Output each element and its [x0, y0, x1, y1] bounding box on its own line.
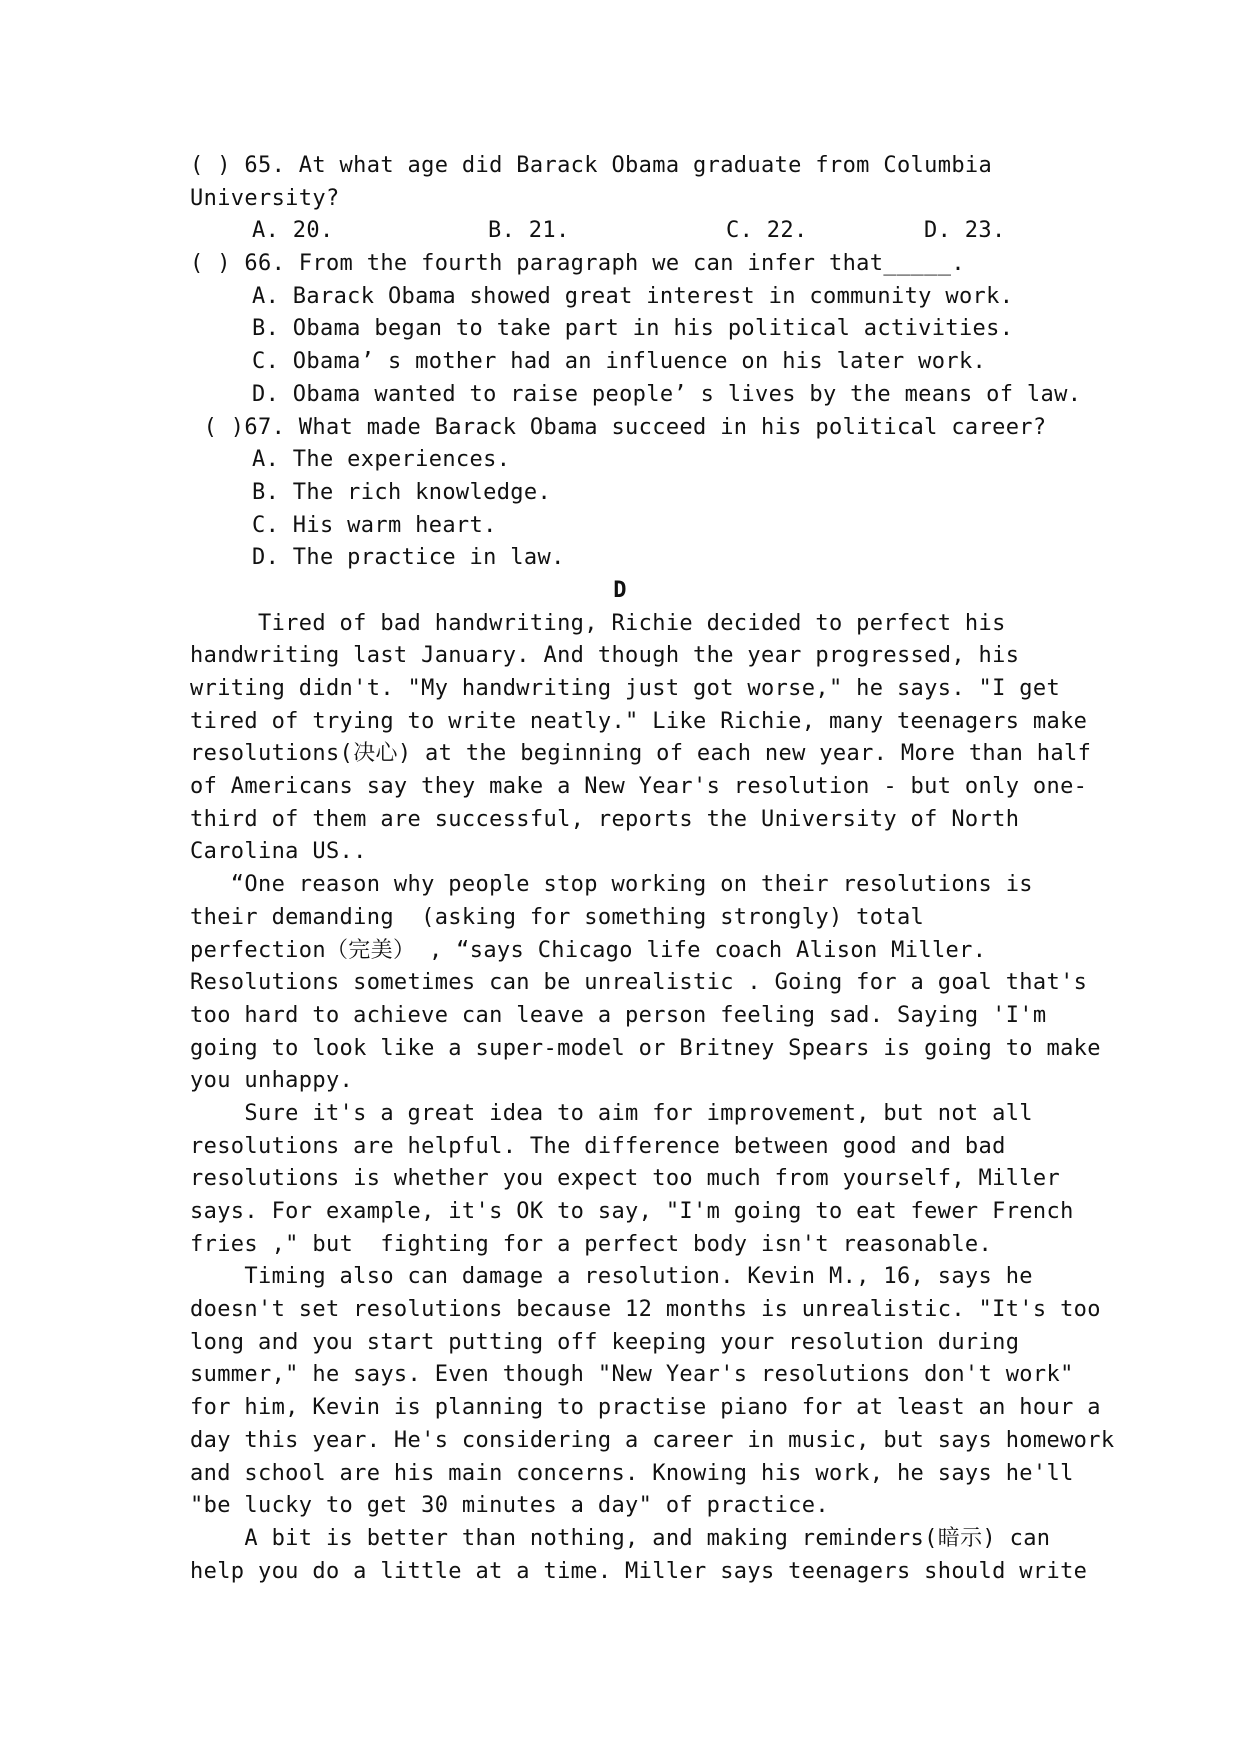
passage-line: you unhappy.	[190, 1068, 354, 1094]
option-d: D. The practice in law.	[252, 545, 565, 571]
passage-line: Sure it's a great idea to aim for improvement, but not all	[190, 1100, 1033, 1126]
passage-line: tired of trying to write neatly." Like Richie, many teenagers make	[190, 708, 1088, 734]
option-a: A. The experiences.	[252, 447, 511, 473]
passage-line: their demanding (asking for something strongly) total	[190, 904, 925, 930]
passage-line: resolutions are helpful. The difference between good and bad	[190, 1133, 1006, 1159]
passage-line: Timing also can damage a resolution. Kevin M., 16, says he	[190, 1264, 1033, 1290]
question-65-continued: University?	[190, 185, 340, 211]
option-b: B. The rich knowledge.	[252, 479, 552, 505]
passage-line: Tired of bad handwriting, Richie decided to perfect his	[190, 610, 1006, 636]
question-66: ( ) 66. From the fourth paragraph we can infer that_____.	[190, 251, 965, 277]
document-page	[190, 150, 1115, 1588]
option-b: B. Obama began to take part in his political activities.	[252, 316, 1014, 342]
passage-line: Carolina US..	[190, 839, 367, 865]
passage-line: says. For example, it's OK to say, "I'm going to eat fewer French	[190, 1199, 1074, 1224]
passage-line: long and you start putting off keeping your resolution during	[190, 1329, 1020, 1355]
option-c: C. Obama’ s mother had an influence on his later work.	[252, 349, 987, 375]
passage-line: day this year. He's considering a career in music, but says homework	[190, 1427, 1115, 1453]
option-d: D. 23.	[924, 218, 1006, 244]
passage-line: “One reason why people stop working on their resolutions is	[190, 872, 1033, 898]
passage-line: resolutions(决心) at the beginning of each new year. More than half	[190, 741, 1092, 767]
question-65-options	[190, 215, 1070, 248]
passage-line: and school are his main concerns. Knowing his work, he says he'll	[190, 1460, 1074, 1486]
passage-line: too hard to achieve can leave a person feeling sad. Saying 'I'm	[190, 1002, 1047, 1028]
question-65: ( ) 65. At what age did Barack Obama graduate from Columbia	[190, 153, 993, 178]
passage-line: fries ," but fighting for a perfect body isn't reasonable.	[190, 1231, 993, 1257]
passage-line: going to look like a super-model or Britney Spears is going to make	[190, 1035, 1101, 1061]
passage-line: writing didn't. "My handwriting just got worse," he says. "I get	[190, 676, 1061, 701]
passage-line: Resolutions sometimes can be unrealistic . Going for a goal that's	[190, 970, 1088, 996]
option-c: C. 22.	[726, 218, 808, 244]
option-a: A. 20.	[252, 218, 334, 244]
passage-line: handwriting last January. And though the year progressed, his	[190, 643, 1020, 669]
passage-line: for him, Kevin is planning to practise piano for at least an hour a	[190, 1395, 1101, 1421]
passage-line: "be lucky to get 30 minutes a day" of practice.	[190, 1493, 829, 1519]
passage-line: third of them are successful, reports the University of North	[190, 806, 1020, 832]
option-a: A. Barack Obama showed great interest in community work.	[252, 283, 1014, 309]
option-d: D. Obama wanted to raise people’ s lives by the means of law.	[252, 381, 1082, 407]
passage-line: resolutions is whether you expect too much from yourself, Miller	[190, 1166, 1061, 1192]
passage-line: help you do a little at a time. Miller says teenagers should write	[190, 1558, 1088, 1584]
passage-line: summer," he says. Even though "New Year's resolutions don't work"	[190, 1362, 1074, 1388]
section-heading: D	[613, 577, 627, 603]
passage-line: doesn't set resolutions because 12 months is unrealistic. "It's too	[190, 1297, 1101, 1323]
passage-line: perfection（完美） , “says Chicago life coach Alison Miller.	[190, 937, 987, 963]
question-67: ( )67. What made Barack Obama succeed in his political career?	[190, 414, 1047, 440]
passage-line: A bit is better than nothing, and making reminders(暗示) can	[190, 1525, 1051, 1551]
option-b: B. 21.	[488, 218, 570, 244]
option-c: C. His warm heart.	[252, 512, 497, 538]
passage-line: of Americans say they make a New Year's resolution - but only one-	[190, 774, 1088, 800]
